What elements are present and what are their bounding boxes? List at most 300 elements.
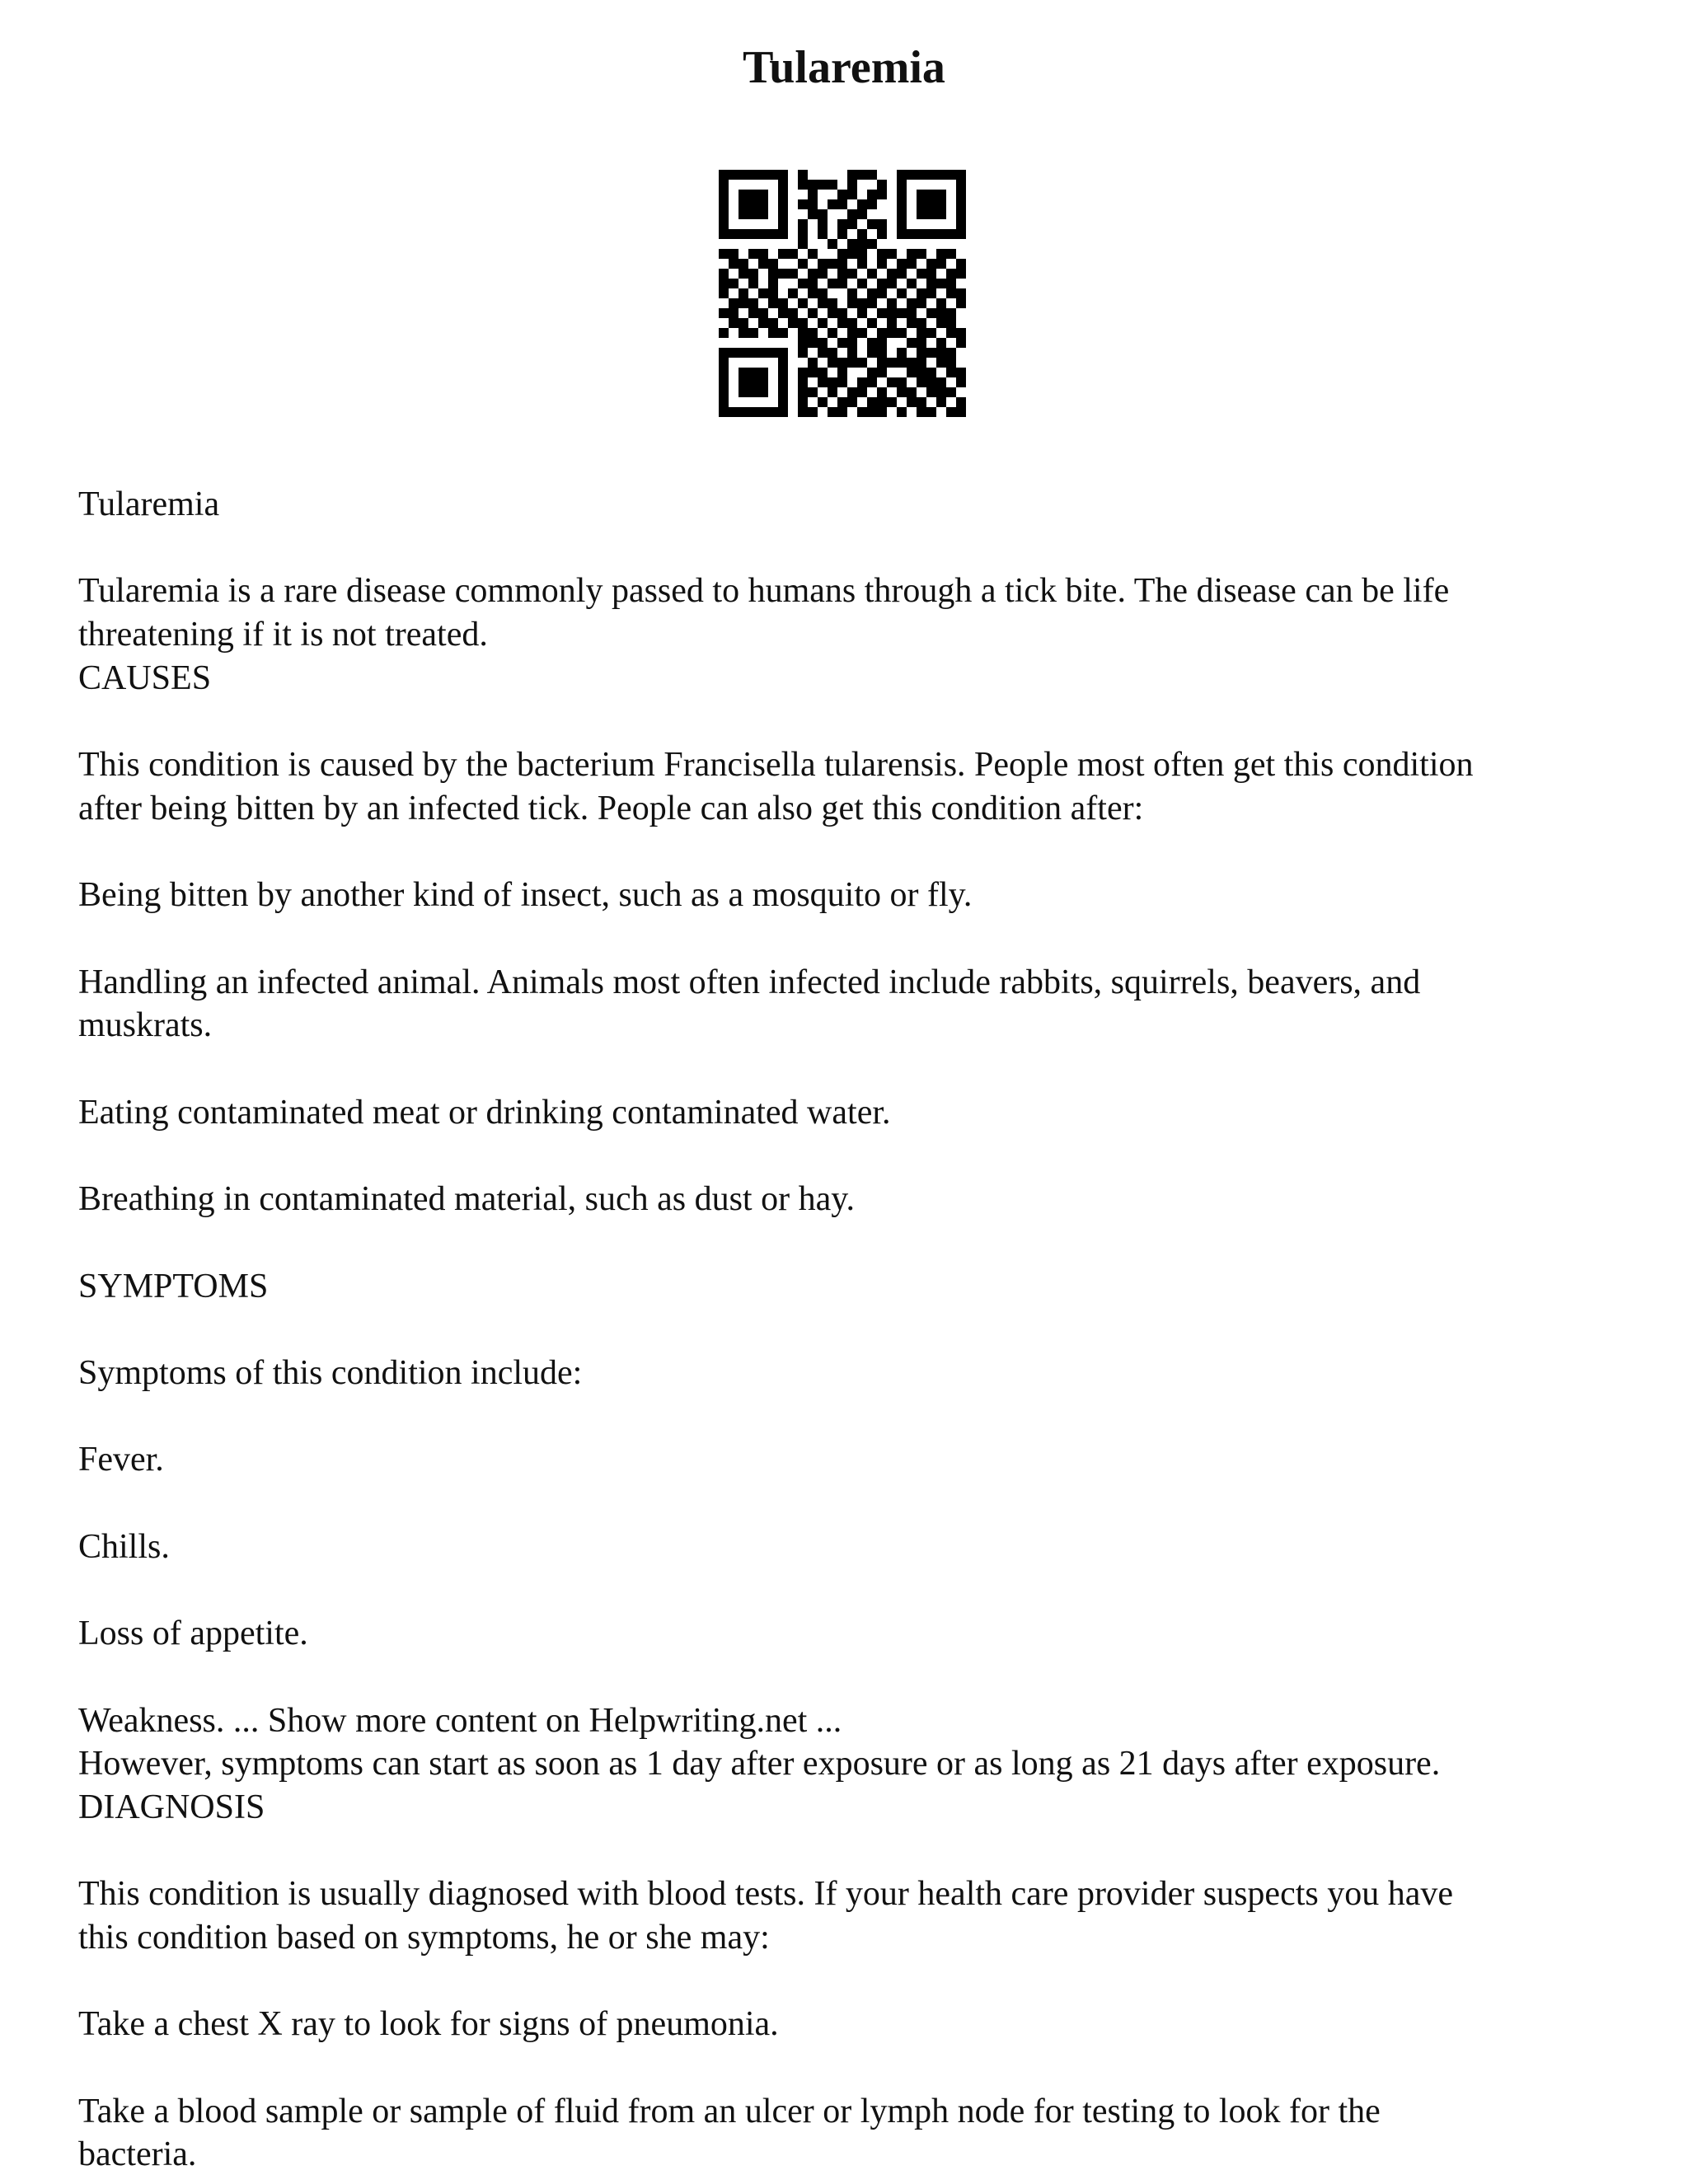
qr-module xyxy=(867,190,877,199)
qr-module xyxy=(719,279,729,288)
qr-module xyxy=(857,170,867,180)
qr-module xyxy=(847,338,857,348)
qr-module xyxy=(956,190,966,199)
qr-module xyxy=(867,348,877,358)
qr-module xyxy=(719,387,729,397)
qr-module xyxy=(936,190,946,199)
qr-module xyxy=(936,348,946,358)
paragraph xyxy=(78,1265,1620,1309)
qr-module xyxy=(818,180,828,190)
qr-module xyxy=(818,219,828,229)
qr-module xyxy=(847,219,857,229)
qr-module xyxy=(768,269,778,279)
paragraph xyxy=(78,1612,1620,1656)
qr-module xyxy=(857,298,867,308)
qr-module xyxy=(798,407,808,417)
qr-module xyxy=(867,407,877,417)
qr-module xyxy=(956,407,966,417)
qr-module xyxy=(719,219,729,229)
qr-module xyxy=(768,318,778,328)
qr-module xyxy=(818,348,828,358)
qr-module xyxy=(877,328,887,338)
qr-module xyxy=(926,387,936,397)
paragraph-gap xyxy=(78,1830,1620,1873)
qr-module xyxy=(917,328,926,338)
qr-module xyxy=(837,338,847,348)
qr-module xyxy=(729,259,738,269)
qr-module xyxy=(719,170,729,180)
qr-module xyxy=(778,199,788,209)
qr-module xyxy=(828,180,837,190)
paragraph-gap xyxy=(78,527,1620,570)
paragraph xyxy=(78,1352,1620,1395)
qr-module xyxy=(758,288,768,298)
qr-module xyxy=(748,229,758,239)
qr-module xyxy=(936,377,946,387)
qr-module xyxy=(748,348,758,358)
qr-module xyxy=(837,308,847,318)
qr-module xyxy=(778,387,788,397)
text-line: Loss of appetite. xyxy=(78,1615,308,1653)
text-line: However, symptoms can start as soon as 1 day after exposure or as long as 21 days after exposure. xyxy=(78,1745,1441,1783)
qr-module xyxy=(778,377,788,387)
qr-module xyxy=(818,338,828,348)
qr-module xyxy=(956,219,966,229)
qr-module xyxy=(857,358,867,368)
qr-module xyxy=(798,397,808,407)
qr-module xyxy=(867,288,877,298)
qr-module xyxy=(847,269,857,279)
qr-module xyxy=(847,190,857,199)
qr-module xyxy=(917,229,926,239)
qr-module xyxy=(778,328,788,338)
qr-module xyxy=(748,269,758,279)
qr-module xyxy=(738,387,748,397)
qr-module xyxy=(738,348,748,358)
qr-module xyxy=(847,209,857,219)
qr-module xyxy=(738,259,748,269)
qr-module xyxy=(837,249,847,259)
text-line: Tularemia xyxy=(78,485,220,523)
paragraph xyxy=(78,1526,1620,1569)
qr-module xyxy=(778,269,788,279)
qr-module xyxy=(946,308,956,318)
text-line: muskrats. xyxy=(78,1006,213,1045)
qr-module xyxy=(818,229,828,239)
qr-module xyxy=(926,199,936,209)
qr-module xyxy=(729,298,738,308)
qr-module xyxy=(748,279,758,288)
qr-module xyxy=(867,219,877,229)
qr-module xyxy=(758,377,768,387)
text-line: Chills. xyxy=(78,1527,170,1566)
paragraph-gap xyxy=(78,1568,1620,1612)
qr-module xyxy=(946,387,956,397)
qr-module xyxy=(758,318,768,328)
qr-module xyxy=(907,279,917,288)
qr-module xyxy=(857,249,867,259)
qr-module xyxy=(828,377,837,387)
qr-module xyxy=(867,170,877,180)
qr-module xyxy=(926,377,936,387)
qr-module xyxy=(758,199,768,209)
qr-module xyxy=(788,249,798,259)
paragraph xyxy=(78,1091,1620,1135)
paragraph xyxy=(78,1178,1620,1221)
qr-module xyxy=(847,397,857,407)
qr-module xyxy=(907,249,917,259)
document-body xyxy=(78,483,1620,2177)
qr-module xyxy=(798,298,808,308)
qr-module xyxy=(847,288,857,298)
text-line: Weakness. ... Show more content on Helpwriting.net ... xyxy=(78,1701,842,1740)
qr-module xyxy=(768,298,778,308)
paragraph xyxy=(78,2090,1620,2177)
qr-module xyxy=(729,229,738,239)
qr-module xyxy=(887,308,897,318)
qr-module xyxy=(907,308,917,318)
qr-module xyxy=(808,308,818,318)
qr-module xyxy=(828,348,837,358)
qr-module xyxy=(867,199,877,209)
qr-module xyxy=(887,358,897,368)
qr-code-icon xyxy=(719,170,966,417)
paragraph xyxy=(78,483,1620,527)
paragraph-gap xyxy=(78,1482,1620,1526)
paragraph-gap xyxy=(78,831,1620,874)
qr-module xyxy=(748,407,758,417)
qr-module xyxy=(936,199,946,209)
qr-module xyxy=(917,368,926,377)
qr-module xyxy=(729,407,738,417)
paragraph-gap xyxy=(78,701,1620,744)
paragraph xyxy=(78,743,1620,830)
qr-module xyxy=(877,190,887,199)
qr-module xyxy=(897,209,907,219)
qr-module xyxy=(738,407,748,417)
qr-module xyxy=(738,377,748,387)
qr-module xyxy=(857,377,867,387)
qr-module xyxy=(877,368,887,377)
paragraph xyxy=(78,1438,1620,1482)
qr-module xyxy=(748,377,758,387)
qr-module xyxy=(719,377,729,387)
qr-module xyxy=(897,259,907,269)
qr-module xyxy=(778,348,788,358)
qr-module xyxy=(818,288,828,298)
qr-module xyxy=(907,397,917,407)
qr-module xyxy=(946,407,956,417)
qr-module xyxy=(808,199,818,209)
qr-module xyxy=(798,368,808,377)
qr-module xyxy=(808,209,818,219)
qr-module xyxy=(719,209,729,219)
text-line: SYMPTOMS xyxy=(78,1267,269,1305)
qr-module xyxy=(936,259,946,269)
qr-module xyxy=(808,368,818,377)
qr-module xyxy=(798,180,808,190)
qr-module xyxy=(778,407,788,417)
qr-module xyxy=(867,368,877,377)
qr-module xyxy=(837,219,847,229)
qr-module xyxy=(897,190,907,199)
paragraph-gap xyxy=(78,1656,1620,1699)
qr-module xyxy=(907,368,917,377)
qr-module xyxy=(758,249,768,259)
qr-module xyxy=(729,279,738,288)
qr-module xyxy=(808,387,818,397)
qr-module xyxy=(917,318,926,328)
qr-module xyxy=(758,308,768,318)
qr-module xyxy=(897,377,907,387)
qr-module xyxy=(748,209,758,219)
qr-module xyxy=(758,259,768,269)
qr-module xyxy=(857,308,867,318)
qr-module xyxy=(907,387,917,397)
qr-module xyxy=(946,269,956,279)
qr-module xyxy=(956,328,966,338)
qr-module xyxy=(719,180,729,190)
paragraph-gap xyxy=(78,1134,1620,1178)
qr-module xyxy=(867,397,877,407)
qr-module xyxy=(837,199,847,209)
qr-module xyxy=(926,209,936,219)
qr-module xyxy=(887,377,897,387)
qr-module xyxy=(847,318,857,328)
qr-module xyxy=(867,318,877,328)
qr-module xyxy=(907,229,917,239)
text-line: DIAGNOSIS xyxy=(78,1788,265,1826)
qr-module xyxy=(897,170,907,180)
qr-module xyxy=(956,298,966,308)
paragraph-gap xyxy=(78,1308,1620,1352)
qr-module xyxy=(936,249,946,259)
qr-module xyxy=(738,199,748,209)
qr-module xyxy=(738,328,748,338)
text-line: CAUSES xyxy=(78,658,212,697)
qr-module xyxy=(768,407,778,417)
qr-module xyxy=(798,259,808,269)
qr-module xyxy=(758,387,768,397)
qr-module xyxy=(758,209,768,219)
text-line: Being bitten by another kind of insect, such as a mosquito or fly. xyxy=(78,876,973,915)
qr-module xyxy=(857,279,867,288)
qr-module xyxy=(729,170,738,180)
qr-module xyxy=(926,368,936,377)
qr-module xyxy=(917,338,926,348)
qr-module xyxy=(818,318,828,328)
qr-module xyxy=(897,328,907,338)
qr-module xyxy=(808,279,818,288)
qr-module xyxy=(818,368,828,377)
qr-module xyxy=(719,229,729,239)
qr-module xyxy=(818,259,828,269)
qr-module xyxy=(798,239,808,249)
qr-module xyxy=(946,358,956,368)
qr-module xyxy=(748,249,758,259)
qr-module xyxy=(956,180,966,190)
qr-module xyxy=(837,368,847,377)
qr-module xyxy=(778,170,788,180)
qr-module xyxy=(719,308,729,318)
qr-module xyxy=(798,279,808,288)
qr-module xyxy=(926,229,936,239)
qr-module xyxy=(758,348,768,358)
qr-module xyxy=(729,249,738,259)
qr-module xyxy=(936,308,946,318)
qr-module xyxy=(907,338,917,348)
paragraph xyxy=(78,961,1620,1047)
qr-module xyxy=(877,358,887,368)
qr-module xyxy=(946,288,956,298)
qr-module xyxy=(877,348,887,358)
paragraph xyxy=(78,1872,1620,1959)
qr-module xyxy=(719,288,729,298)
qr-module xyxy=(837,407,847,417)
qr-module xyxy=(857,209,867,219)
qr-module xyxy=(808,338,818,348)
qr-module xyxy=(877,249,887,259)
qr-module xyxy=(738,318,748,328)
text-line: Take a blood sample or sample of fluid from an ulcer or lymph node for testing to look for the xyxy=(78,2092,1381,2130)
qr-module xyxy=(897,407,907,417)
qr-module xyxy=(936,279,946,288)
qr-module xyxy=(897,219,907,229)
qr-module xyxy=(917,199,926,209)
qr-module xyxy=(837,259,847,269)
qr-module xyxy=(926,279,936,288)
qr-module xyxy=(798,229,808,239)
qr-module xyxy=(887,328,897,338)
qr-module xyxy=(808,190,818,199)
qr-module xyxy=(768,328,778,338)
qr-module xyxy=(917,190,926,199)
qr-module xyxy=(719,199,729,209)
qr-module xyxy=(818,377,828,387)
qr-module xyxy=(719,348,729,358)
qr-module xyxy=(877,397,887,407)
paragraph-gap xyxy=(78,2046,1620,2090)
qr-module xyxy=(897,387,907,397)
qr-module xyxy=(748,190,758,199)
qr-module xyxy=(847,180,857,190)
qr-code-graphic xyxy=(719,170,966,417)
qr-module xyxy=(887,279,897,288)
qr-module xyxy=(926,407,936,417)
qr-module xyxy=(837,190,847,199)
qr-module xyxy=(936,318,946,328)
qr-module xyxy=(748,308,758,318)
qr-module xyxy=(828,259,837,269)
qr-module xyxy=(956,269,966,279)
qr-module xyxy=(946,368,956,377)
qr-module xyxy=(917,269,926,279)
qr-module xyxy=(778,308,788,318)
qr-module xyxy=(926,288,936,298)
qr-module xyxy=(936,229,946,239)
qr-module xyxy=(798,348,808,358)
paragraph-gap xyxy=(78,1395,1620,1439)
qr-module xyxy=(788,318,798,328)
paragraph-gap xyxy=(78,1047,1620,1091)
qr-module xyxy=(738,288,748,298)
qr-module xyxy=(768,229,778,239)
qr-module xyxy=(926,348,936,358)
qr-module xyxy=(857,239,867,249)
text-line: Take a chest X ray to look for signs of pneumonia. xyxy=(78,2005,779,2044)
qr-module xyxy=(798,170,808,180)
qr-module xyxy=(956,170,966,180)
qr-module xyxy=(808,407,818,417)
qr-module xyxy=(768,259,778,269)
qr-module xyxy=(828,298,837,308)
qr-module xyxy=(719,368,729,377)
qr-module xyxy=(748,387,758,397)
qr-module xyxy=(877,229,887,239)
document-title: Tularemia xyxy=(743,42,945,93)
qr-module xyxy=(857,328,867,338)
qr-module xyxy=(877,180,887,190)
qr-module xyxy=(828,328,837,338)
qr-module xyxy=(808,180,818,190)
qr-module xyxy=(956,288,966,298)
qr-module xyxy=(946,318,956,328)
qr-module xyxy=(917,397,926,407)
qr-module xyxy=(946,328,956,338)
qr-module xyxy=(808,269,818,279)
qr-module xyxy=(877,407,887,417)
qr-module xyxy=(946,170,956,180)
qr-module xyxy=(917,249,926,259)
qr-module xyxy=(828,407,837,417)
qr-module xyxy=(778,190,788,199)
qr-module xyxy=(956,338,966,348)
qr-module xyxy=(917,377,926,387)
qr-module xyxy=(778,180,788,190)
text-line: this condition based on symptoms, he or she may: xyxy=(78,1919,770,1957)
qr-module xyxy=(897,348,907,358)
qr-module xyxy=(778,209,788,219)
qr-module xyxy=(798,328,808,338)
qr-module xyxy=(768,288,778,298)
qr-module xyxy=(936,209,946,219)
qr-module xyxy=(808,328,818,338)
qr-module xyxy=(788,269,798,279)
qr-module xyxy=(808,358,818,368)
qr-module xyxy=(837,377,847,387)
qr-module xyxy=(897,229,907,239)
qr-module xyxy=(897,288,907,298)
text-line: Handling an infected animal. Animals most often infected include rabbits, squirrels, beavers, and xyxy=(78,963,1421,1001)
qr-module xyxy=(729,308,738,318)
qr-module xyxy=(828,279,837,288)
qr-module xyxy=(867,298,877,308)
qr-module xyxy=(956,259,966,269)
qr-module xyxy=(788,308,798,318)
qr-module xyxy=(778,249,788,259)
qr-module xyxy=(748,170,758,180)
qr-module xyxy=(837,229,847,239)
qr-module xyxy=(837,358,847,368)
qr-module xyxy=(778,229,788,239)
text-line: threatening if it is not treated. xyxy=(78,616,488,654)
qr-module xyxy=(917,407,926,417)
qr-module xyxy=(748,199,758,209)
qr-module xyxy=(837,318,847,328)
paragraph xyxy=(78,874,1620,917)
qr-module xyxy=(778,397,788,407)
qr-module xyxy=(917,288,926,298)
